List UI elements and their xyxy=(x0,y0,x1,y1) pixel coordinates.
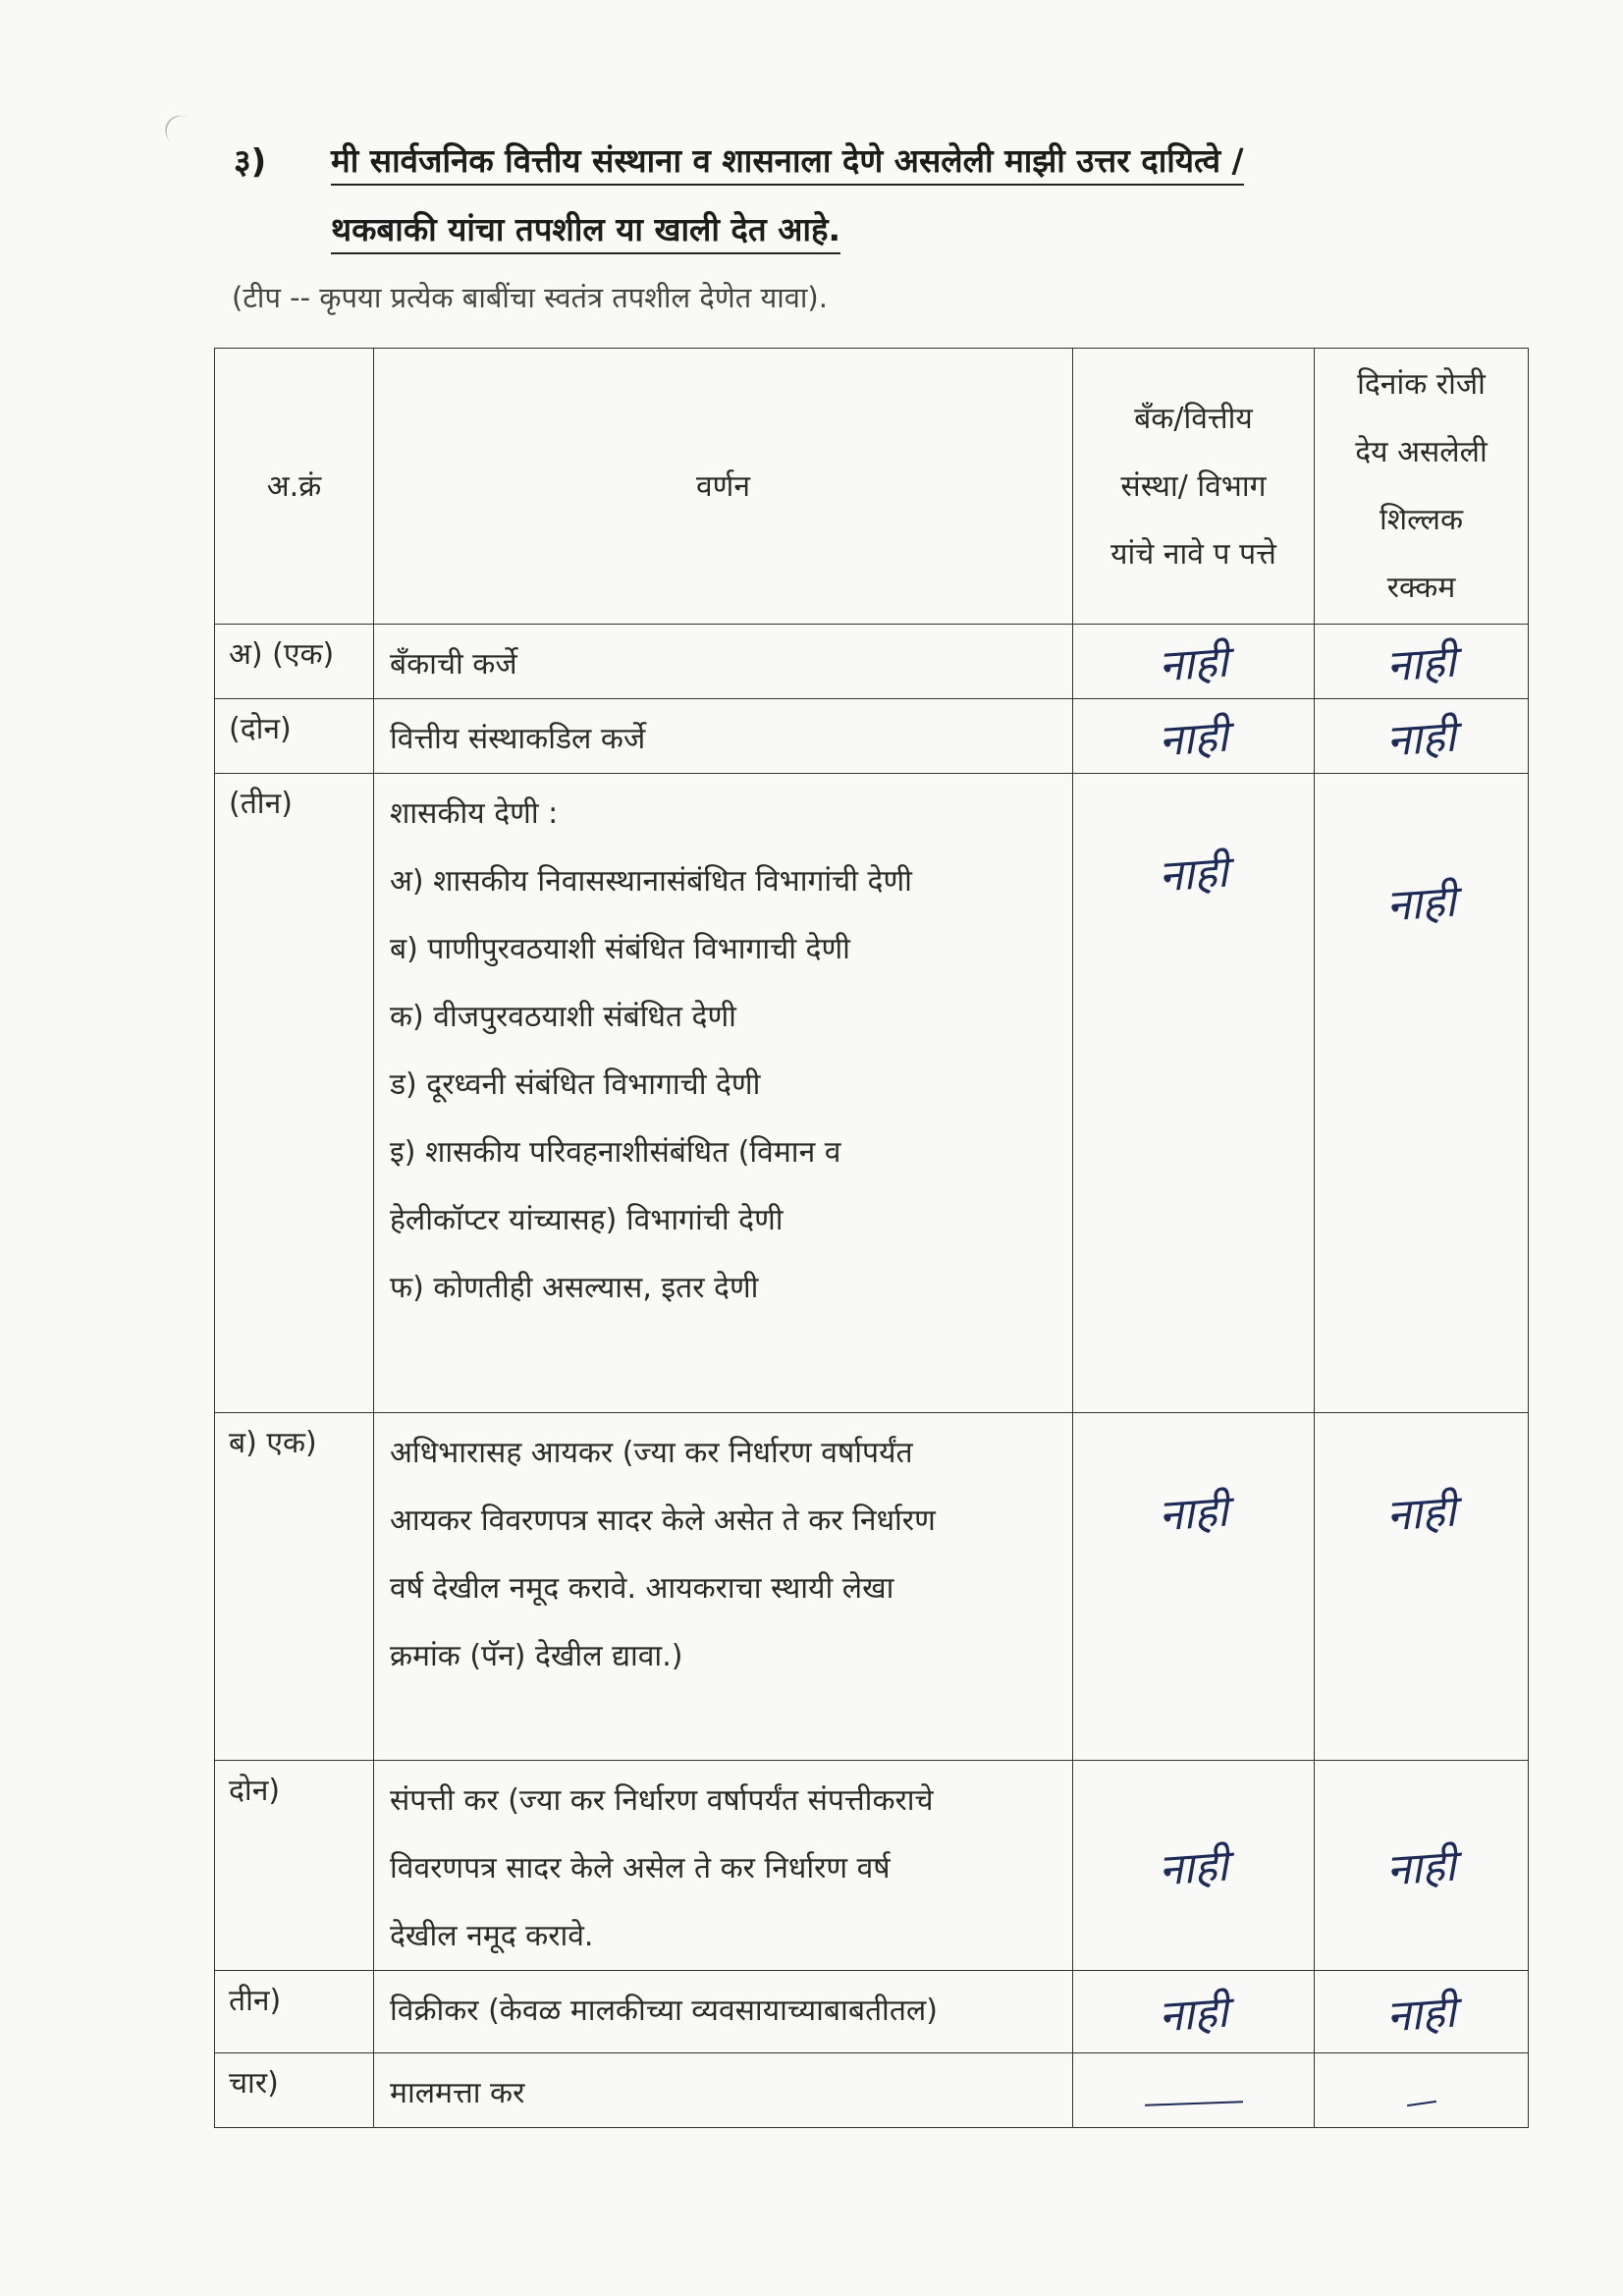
row-description xyxy=(374,2053,1073,2128)
header-balance-line: शिल्लक xyxy=(1379,503,1464,537)
handwritten-institution xyxy=(1073,1761,1315,1971)
row-serial: ब) एक) xyxy=(215,1413,374,1761)
handwritten-balance xyxy=(1315,625,1529,699)
header-institution-line: यांचे नावे प पत्ते xyxy=(1110,536,1276,572)
row-description xyxy=(374,625,1073,699)
table-row xyxy=(215,699,1529,774)
row-description xyxy=(374,774,1073,1413)
header-institution-line: संस्था/ विभाग xyxy=(1120,468,1267,504)
liabilities-table xyxy=(214,348,1529,2128)
description-line: अधिभारासह आयकर (ज्या कर निर्धारण वर्षापर्यंत xyxy=(390,1436,913,1470)
description-line: देखील नमूद करावे. xyxy=(390,1919,594,1953)
row-description xyxy=(374,1413,1073,1761)
description-line: क्रमांक (पॅन) देखील द्यावा.) xyxy=(390,1639,683,1673)
handwritten-entry: नाही xyxy=(1384,1486,1458,1542)
handwritten-dash xyxy=(1144,2101,1242,2105)
handwritten-entry: नाही xyxy=(1384,1840,1458,1895)
description-line: संपत्ती कर (ज्या कर निर्धारण वर्षापर्यंत संपत्तीकराचे xyxy=(390,1783,934,1818)
handwritten-institution xyxy=(1073,699,1315,774)
handwritten-institution xyxy=(1073,625,1315,699)
header-balance xyxy=(1315,349,1529,625)
description-line: ड) दूरध्वनी संबंधित विभागाची देणी xyxy=(390,1067,761,1102)
description-line: आयकर विवरणपत्र सादर केले असेत ते कर निर्धारण xyxy=(390,1503,936,1538)
section-number: ३) xyxy=(234,142,267,182)
section-heading-line2: थकबाकी यांचा तपशील या खाली देत आहे. xyxy=(331,206,840,254)
row-description xyxy=(374,699,1073,774)
description-line: शासकीय देणी : xyxy=(390,796,559,831)
row-serial: अ) (एक) xyxy=(215,625,374,699)
header-institution xyxy=(1073,349,1315,625)
handwritten-entry: नाही xyxy=(1384,876,1458,932)
handwritten-entry: नाही xyxy=(1157,847,1230,902)
handwritten-balance xyxy=(1315,2053,1529,2128)
handwritten-entry: नाही xyxy=(1384,711,1458,766)
handwritten-entry: नाही xyxy=(1157,711,1230,766)
description-line: मालमत्ता कर xyxy=(390,2076,525,2110)
row-serial: दोन) xyxy=(215,1761,374,1971)
description-line: ब) पाणीपुरवठयाशी संबंधित विभागाची देणी xyxy=(390,932,850,966)
row-serial: (तीन) xyxy=(215,774,374,1413)
handwritten-balance xyxy=(1315,1971,1529,2053)
handwritten-balance xyxy=(1315,1761,1529,1971)
row-description xyxy=(374,1971,1073,2053)
table-row xyxy=(215,2053,1529,2128)
handwritten-entry: नाही xyxy=(1157,1486,1230,1542)
handwritten-institution xyxy=(1073,1971,1315,2053)
header-description: वर्णन xyxy=(374,349,1073,625)
row-serial: चार) xyxy=(215,2053,374,2128)
scan-mark xyxy=(160,110,202,151)
description-line: क) वीजपुरवठयाशी संबंधित देणी xyxy=(390,1000,736,1034)
row-serial: (दोन) xyxy=(215,699,374,774)
handwritten-balance xyxy=(1315,1413,1529,1761)
header-balance-line: दिनांक रोजी xyxy=(1357,367,1486,402)
table-header-row xyxy=(215,349,1529,625)
description-line: हेलीकॉप्टर यांच्यासह) विभागांची देणी xyxy=(390,1203,784,1237)
description-line: फ) कोणतीही असल्यास, इतर देणी xyxy=(390,1271,759,1305)
handwritten-balance xyxy=(1315,774,1529,1413)
description-line: इ) शासकीय परिवहनाशीसंबंधित (विमान व xyxy=(390,1135,841,1170)
header-institution-line: बँक/वित्तीय xyxy=(1134,401,1253,436)
handwritten-entry: नाही xyxy=(1157,1987,1230,2042)
handwritten-institution xyxy=(1073,774,1315,1413)
table-row xyxy=(215,774,1529,1413)
handwritten-entry: नाही xyxy=(1157,1840,1230,1895)
table-row xyxy=(215,1971,1529,2053)
row-description xyxy=(374,1761,1073,1971)
description-line: विक्रीकर (केवळ मालकीच्या व्यवसायाच्याबाबतीतल) xyxy=(390,1994,938,2028)
handwritten-balance xyxy=(1315,699,1529,774)
handwritten-institution xyxy=(1073,1413,1315,1761)
header-balance-line: देय असलेली xyxy=(1355,435,1488,469)
description-line: वर्ष देखील नमूद करावे. आयकराचा स्थायी लेखा xyxy=(390,1571,894,1606)
handwritten-dash xyxy=(1407,2101,1436,2106)
header-serial: अ.क्रं xyxy=(215,349,374,625)
description-line: विवरणपत्र सादर केले असेल ते कर निर्धारण वर्ष xyxy=(390,1851,891,1886)
description-line: वित्तीय संस्थाकडिल कर्जे xyxy=(390,722,646,756)
description-line: बँकाची कर्जे xyxy=(390,647,517,682)
description-line: अ) शासकीय निवासस्थानासंबंधित विभागांची देणी xyxy=(390,864,912,899)
table-row xyxy=(215,1413,1529,1761)
table-row xyxy=(215,1761,1529,1971)
handwritten-entry: नाही xyxy=(1384,1987,1458,2042)
section-heading-line1: मी सार्वजनिक वित्तीय संस्थाना व शासनाला देणे असलेली माझी उत्तर दायित्वे / xyxy=(331,137,1244,186)
header-balance-line: रक्कम xyxy=(1386,571,1456,605)
note-text: (टीप -- कृपया प्रत्येक बाबींचा स्वतंत्र तपशील देणेत यावा). xyxy=(232,281,828,314)
handwritten-entry: नाही xyxy=(1157,636,1230,691)
row-serial: तीन) xyxy=(215,1971,374,2053)
handwritten-entry: नाही xyxy=(1384,636,1458,691)
handwritten-institution xyxy=(1073,2053,1315,2128)
table-row xyxy=(215,625,1529,699)
